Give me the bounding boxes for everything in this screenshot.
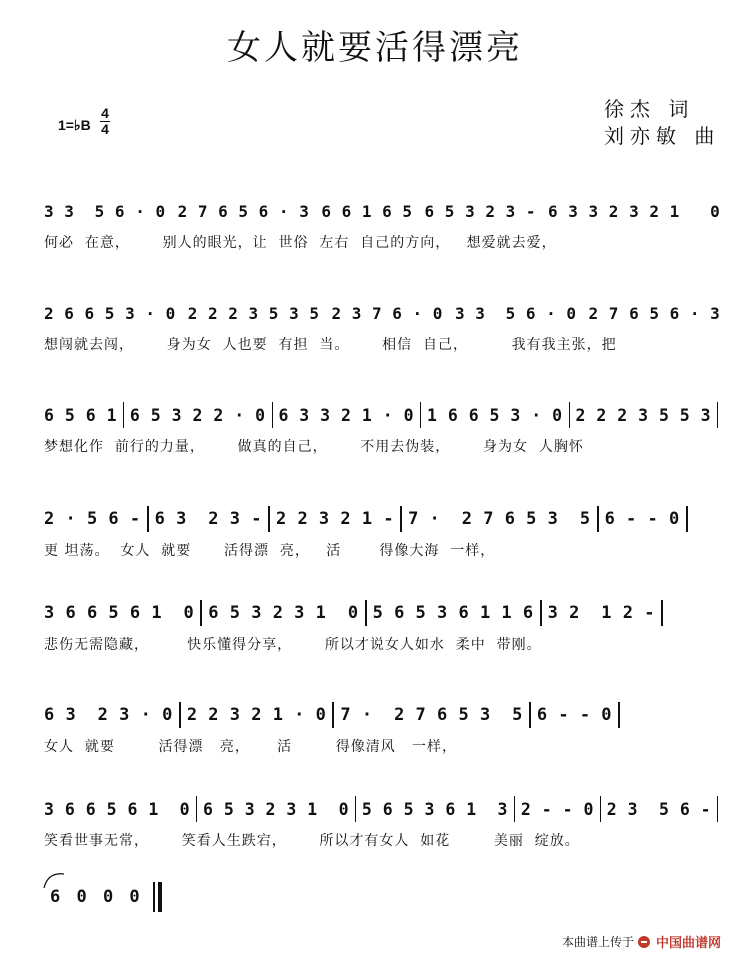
measure: 2 6 6 5 3 · 0: [44, 303, 176, 323]
measure: 3 6 6 5 6 1 0: [44, 603, 195, 623]
key-signature: 1=♭B: [58, 117, 91, 133]
barline: [196, 796, 197, 822]
measure: 6 5 3 2 3 1 0: [208, 603, 359, 623]
barline: [717, 796, 718, 822]
barline: [420, 402, 421, 428]
barline: [540, 600, 542, 626]
measure: 6 - - 0: [536, 705, 613, 725]
lyrics-line: 笑看世事无常， 笑看人生跌宕， 所以才有女人 如花 美丽 绽放。: [44, 833, 580, 849]
barline: [123, 402, 124, 428]
time-signature-bottom: 4: [101, 121, 109, 137]
ending-measure: [50, 882, 162, 912]
measure: 6 5 6 1: [44, 405, 118, 425]
notes-row: [44, 298, 724, 328]
measure: 2 2 3 2 1 -: [275, 509, 395, 529]
measure: 3 2 1 2 -: [547, 603, 655, 623]
measure: 2 2 2 3 5 3 5: [187, 303, 320, 323]
notation-system: [44, 504, 724, 560]
brand-name: 中国曲谱网: [656, 936, 722, 951]
final-barline-thick: [158, 882, 162, 912]
notation-system: [44, 794, 724, 850]
measure: 6 3 2 3 · 0: [44, 705, 173, 725]
measure: 6 5 3 2 3 1 0: [202, 799, 350, 819]
lyricist-credit: 徐杰 词: [604, 97, 695, 121]
measure: 5 6 5 3 6 1 1 6: [372, 603, 534, 623]
measure: 2 2 2 3 5 5 3: [575, 405, 712, 425]
barline: [597, 506, 599, 532]
measure: 3 6 6 5 6 1 0: [44, 799, 191, 819]
measure: 6 3 2 3 -: [154, 509, 262, 529]
logo-icon: [637, 935, 653, 949]
measure: 6 5 3 2 2 · 0: [129, 405, 266, 425]
time-signature-top: 4: [101, 105, 109, 121]
barline: [268, 506, 270, 532]
lyrics-line: 梦想化作 前行的力量， 做真的自己， 不用去伪装， 身为女 人胸怀: [44, 439, 584, 455]
barline: [179, 702, 181, 728]
measure: 6 6 1 6 5: [321, 201, 413, 221]
barline: [661, 600, 663, 626]
measure: 7 · 2 7 6 5 3 5: [340, 705, 523, 725]
barline: [400, 506, 402, 532]
notation-system: [44, 298, 724, 354]
measure: 6 3 3 2 1 · 0: [278, 405, 415, 425]
notes-row: [44, 700, 724, 730]
notation-system: [44, 700, 724, 756]
notes-row: [44, 504, 724, 534]
notes-row: [44, 196, 724, 226]
barline: [200, 600, 202, 626]
barline: [569, 402, 570, 428]
notation-system: [44, 598, 724, 654]
lyrics-line: 悲伤无需隐藏， 快乐懂得分享， 所以才说女人如水 柔中 带刚。: [44, 637, 542, 653]
measure: 2 3 7 6 · 0: [331, 303, 443, 323]
measure: 5 6 5 3 6 1 3: [361, 799, 508, 819]
barline: [600, 796, 601, 822]
measure: 2 2 3 2 1 · 0: [186, 705, 327, 725]
barline: [686, 506, 688, 532]
notation-system: [44, 196, 724, 252]
barline: [355, 796, 356, 822]
song-title: 女人就要活得漂亮: [227, 28, 523, 68]
measure: 6 5 3 2 3 -: [424, 201, 536, 221]
measure: 2 - - 0: [520, 799, 594, 819]
footer: [562, 932, 721, 951]
lyrics-line: 想闯就去闯， 身为女 人也要 有担 当。 相信 自己， 我有我主张，把: [44, 337, 617, 353]
barline: [365, 600, 367, 626]
measure: 2 7 6 5 6 · 3: [177, 201, 310, 221]
measure: 1 6 6 5 3 · 0: [426, 405, 563, 425]
lyrics-line: 女人 就要 活得漂 亮， 活 得像清风 一样，: [44, 739, 458, 755]
notes-row: [44, 598, 724, 628]
lyrics-line: 何必 在意， 别人的眼光，让 世俗 左右 自己的方向， 想爱就去爱，: [44, 235, 557, 251]
barline: [717, 402, 718, 428]
barline: [618, 702, 620, 728]
notation-system: [44, 400, 724, 456]
uploaded-label: 本曲谱上传于: [562, 935, 635, 949]
notes-row: [44, 400, 724, 430]
barline: [272, 402, 273, 428]
composer-credit: 刘亦敏 曲: [604, 124, 721, 148]
barline: [332, 702, 334, 728]
barline: [514, 796, 515, 822]
credits: [604, 96, 720, 150]
time-signature: [100, 106, 110, 137]
final-barline-thin: [153, 882, 155, 912]
barline: [147, 506, 149, 532]
measure: 6 3 3 2 3 2 1 0: [548, 201, 721, 221]
measure: 6 - - 0: [604, 509, 680, 529]
measure: 3 3 5 6 · 0: [44, 201, 166, 221]
measure: 3 3 5 6 · 0: [454, 303, 577, 323]
barline: [529, 702, 531, 728]
notes-row: [44, 794, 724, 824]
measure: 2 3 5 6 -: [606, 799, 712, 819]
measure: 7 · 2 7 6 5 3 5: [408, 509, 591, 529]
measure: 2 7 6 5 6 · 3: [588, 303, 721, 323]
measure: 2 · 5 6 -: [44, 509, 141, 529]
lyrics-line: 更 坦荡。 女人 就要 活得漂 亮， 活 得像大海 一样，: [44, 543, 496, 559]
ending-notes: 6 0 0 0: [50, 887, 143, 907]
